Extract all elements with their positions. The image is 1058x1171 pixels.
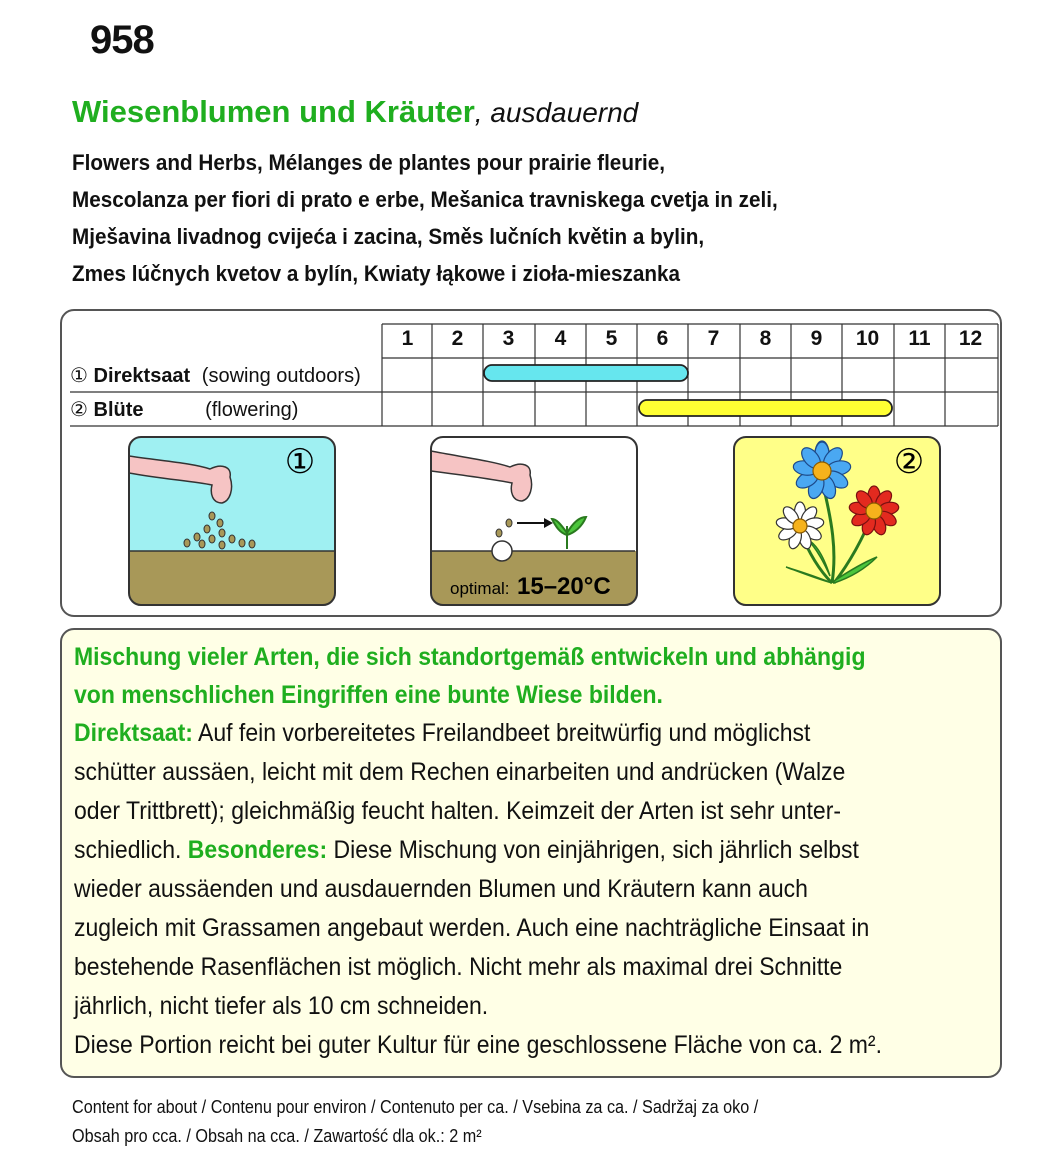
month-header: 1 [401,327,414,350]
flowering-note: (flowering) [205,399,299,421]
month-header: 4 [554,327,567,350]
direktsaat-label: Direktsaat: [74,719,193,747]
title-sub: , ausdauernd [474,97,639,128]
besonderes-text: zugleich mit Grassamen angebaut werden. Auch eine nachträgliche Einsaat in [74,914,870,942]
month-header: 5 [605,327,618,350]
month-header: 8 [759,327,772,350]
calendar-grid [62,311,1004,619]
sowing-label: Direktsaat [93,365,191,387]
besonderes-text: wieder aussäenden und ausdauernden Blumen und Kräutern kann auch [74,875,808,903]
direktsaat-paragraph [74,718,810,748]
product-number: 958 [90,18,154,62]
calendar-panel [60,309,1002,617]
month-header: 12 [958,327,983,350]
sowing-badge: ① [284,442,316,482]
direktsaat-text: Auf fein vorbereitetes Freilandbeet breitwürfig und möglichst [192,719,811,747]
besonderes-text: bestehende Rasenflächen ist möglich. Nicht mehr als maximal drei Schnitte [74,953,843,981]
month-header: 7 [707,327,720,350]
intro-text: Mischung vieler Arten, die sich standortgemäß entwickeln und abhängig [74,643,866,671]
row-label-sowing [70,363,361,388]
direktsaat-text: schiedlich. [74,836,188,864]
direktsaat-text: schütter aussäen, leicht mit dem Rechen einarbeiten und andrücken (Walze [74,758,846,786]
portion-text: Diese Portion reicht bei guter Kultur für eine geschlossene Fläche von ca. 2 m². [74,1031,882,1059]
besonderes-label: Besonderes: [187,836,328,864]
subtitle-line: Mescolanza per fiori di prato e erbe, Mešanica travniskega cvetja in zeli, [72,187,778,212]
month-header: 11 [908,327,931,350]
optimal-label: optimal: [450,579,510,598]
sowing-period-bar [484,365,688,381]
month-header: 2 [451,327,464,350]
optimal-temperature: 15–20°C [517,573,611,600]
content-note: Obsah pro cca. / Obsah na cca. / Zawartość dla ok.: 2 m² [72,1126,482,1146]
month-header: 6 [656,327,669,350]
month-header: 10 [855,327,880,350]
flowering-symbol: ② [70,399,88,421]
flowering-period-bar [639,400,892,416]
besonderes-paragraph [74,835,859,865]
besonderes-text: jährlich, nicht tiefer als 10 cm schneiden. [74,992,489,1020]
title-main: Wiesenblumen und Kräuter [72,94,475,129]
content-note: Content for about / Contenu pour environ / Contenuto per ca. / Vsebina za ca. / Sadržaj za oko / [72,1097,759,1117]
intro-text: von menschlichen Eingriffen eine bunte Wiese bilden. [74,681,663,709]
sowing-symbol: ① [70,365,88,387]
flowering-label: Blüte [93,399,144,421]
flowering-badge: ② [893,442,925,482]
row-label-flowering [70,397,298,422]
info-panel [60,628,1002,1078]
subtitle-line: Mješavina livadnog cvijeća i zacina, Směs lučních květin a bylin, [72,224,705,249]
subtitle-line: Flowers and Herbs, Mélanges de plantes pour prairie fleurie, [72,150,665,175]
month-header: 9 [810,327,823,350]
besonderes-text: Diese Mischung von einjährigen, sich jährlich selbst [327,836,859,864]
month-header: 3 [502,327,515,350]
subtitle-line: Zmes lúčnych kvetov a bylín, Kwiaty łąkowe i zioła-mieszanka [72,261,681,286]
product-title [72,94,638,130]
sowing-note: (sowing outdoors) [201,365,361,387]
direktsaat-text: oder Trittbrett); gleichmäßig feucht halten. Keimzeit der Arten ist sehr unter- [74,797,842,825]
